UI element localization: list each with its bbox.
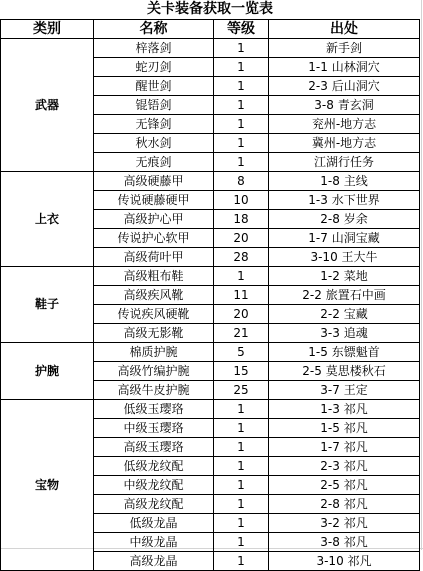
level-cell: 1 (214, 514, 269, 533)
name-cell: 中级龙纹配 (94, 476, 214, 495)
source-cell: 3-10 王大牛 (269, 248, 420, 267)
level-cell: 1 (214, 39, 269, 58)
name-cell: 无锋剑 (94, 115, 214, 134)
table-row (1, 39, 420, 58)
table-row (1, 343, 420, 362)
name-cell: 秋水剑 (94, 134, 214, 153)
source-cell: 2-8 祁凡 (269, 495, 420, 514)
source-cell: 1-2 菜地 (269, 267, 420, 286)
level-cell: 25 (214, 381, 269, 400)
name-cell: 传说疾风硬靴 (94, 305, 214, 324)
source-cell: 3-7 王定 (269, 381, 420, 400)
title-row (1, 0, 420, 20)
level-cell: 5 (214, 343, 269, 362)
table-row (1, 172, 420, 191)
name-cell: 醒世剑 (94, 77, 214, 96)
name-cell: 高级无影靴 (94, 324, 214, 343)
name-cell: 梓落剑 (94, 39, 214, 58)
level-cell: 20 (214, 305, 269, 324)
level-cell: 11 (214, 286, 269, 305)
name-cell: 高级玉璎珞 (94, 438, 214, 457)
source-cell: 1-7 山洞宝藏 (269, 229, 420, 248)
name-cell: 低级龙晶 (94, 514, 214, 533)
name-cell: 高级竹编护腕 (94, 362, 214, 381)
name-cell: 蛇刃剑 (94, 58, 214, 77)
category-cell: 宝物 (1, 400, 94, 571)
name-cell: 低级玉璎珞 (94, 400, 214, 419)
name-cell: 中级玉璎珞 (94, 419, 214, 438)
source-cell: 2-3 后山洞穴 (269, 77, 420, 96)
source-cell: 2-5 祁凡 (269, 476, 420, 495)
level-cell: 1 (214, 457, 269, 476)
name-cell: 棉质护腕 (94, 343, 214, 362)
table-row (1, 267, 420, 286)
source-cell: 3-3 追魂 (269, 324, 420, 343)
name-cell: 低级龙纹配 (94, 457, 214, 476)
level-cell: 1 (214, 419, 269, 438)
header-source: 出处 (269, 20, 420, 39)
level-cell: 1 (214, 476, 269, 495)
header-name: 名称 (94, 20, 214, 39)
level-cell: 21 (214, 324, 269, 343)
level-cell: 18 (214, 210, 269, 229)
level-cell: 15 (214, 362, 269, 381)
name-cell: 锟铻剑 (94, 96, 214, 115)
level-cell: 28 (214, 248, 269, 267)
source-cell: 1-5 祁凡 (269, 419, 420, 438)
source-cell: 1-3 祁凡 (269, 400, 420, 419)
source-cell: 冀州-地方志 (269, 134, 420, 153)
source-cell: 3-8 祁凡 (269, 533, 420, 552)
source-cell: 1-7 祁凡 (269, 438, 420, 457)
source-cell: 江湖行任务 (269, 153, 420, 172)
category-cell: 武器 (1, 39, 94, 172)
level-cell: 1 (214, 134, 269, 153)
header-level: 等级 (214, 20, 269, 39)
level-cell: 1 (214, 552, 269, 571)
source-cell: 2-3 祁凡 (269, 457, 420, 476)
name-cell: 高级龙晶 (94, 552, 214, 571)
source-cell: 兖州-地方志 (269, 115, 420, 134)
category-cell: 护腕 (1, 343, 94, 400)
source-cell: 3-8 青玄洞 (269, 96, 420, 115)
level-cell: 1 (214, 267, 269, 286)
category-cell: 上衣 (1, 172, 94, 267)
source-cell: 1-8 主线 (269, 172, 420, 191)
name-cell: 高级疾风靴 (94, 286, 214, 305)
gridline (421, 0, 422, 550)
table-row (1, 400, 420, 419)
source-cell: 3-2 祁凡 (269, 514, 420, 533)
header-row (1, 20, 420, 39)
level-cell: 1 (214, 438, 269, 457)
level-cell: 1 (214, 153, 269, 172)
level-cell: 1 (214, 495, 269, 514)
level-cell: 8 (214, 172, 269, 191)
name-cell: 传说护心软甲 (94, 229, 214, 248)
name-cell: 高级硬藤甲 (94, 172, 214, 191)
name-cell: 传说硬藤硬甲 (94, 191, 214, 210)
level-cell: 1 (214, 96, 269, 115)
level-cell: 1 (214, 533, 269, 552)
level-cell: 1 (214, 77, 269, 96)
category-cell: 鞋子 (1, 267, 94, 343)
source-cell: 3-10 祁凡 (269, 552, 420, 571)
level-cell: 1 (214, 400, 269, 419)
level-cell: 1 (214, 115, 269, 134)
source-cell: 1-3 水下世界 (269, 191, 420, 210)
header-category: 类别 (1, 20, 94, 39)
name-cell: 高级护心甲 (94, 210, 214, 229)
source-cell: 2-2 宝藏 (269, 305, 420, 324)
source-cell: 2-8 岁余 (269, 210, 420, 229)
name-cell: 中级龙晶 (94, 533, 214, 552)
name-cell: 高级荷叶甲 (94, 248, 214, 267)
level-cell: 10 (214, 191, 269, 210)
name-cell: 高级龙纹配 (94, 495, 214, 514)
name-cell: 无痕剑 (94, 153, 214, 172)
name-cell: 高级牛皮护腕 (94, 381, 214, 400)
source-cell: 1-1 山林洞穴 (269, 58, 420, 77)
source-cell: 1-5 东镖魁首 (269, 343, 420, 362)
level-cell: 1 (214, 58, 269, 77)
source-cell: 新手剑 (269, 39, 420, 58)
source-cell: 2-2 旅置石中画 (269, 286, 420, 305)
table-title: 关卡装备获取一览表 (1, 0, 420, 20)
source-cell: 2-5 莫思楼秋石 (269, 362, 420, 381)
level-cell: 20 (214, 229, 269, 248)
name-cell: 高级粗布鞋 (94, 267, 214, 286)
